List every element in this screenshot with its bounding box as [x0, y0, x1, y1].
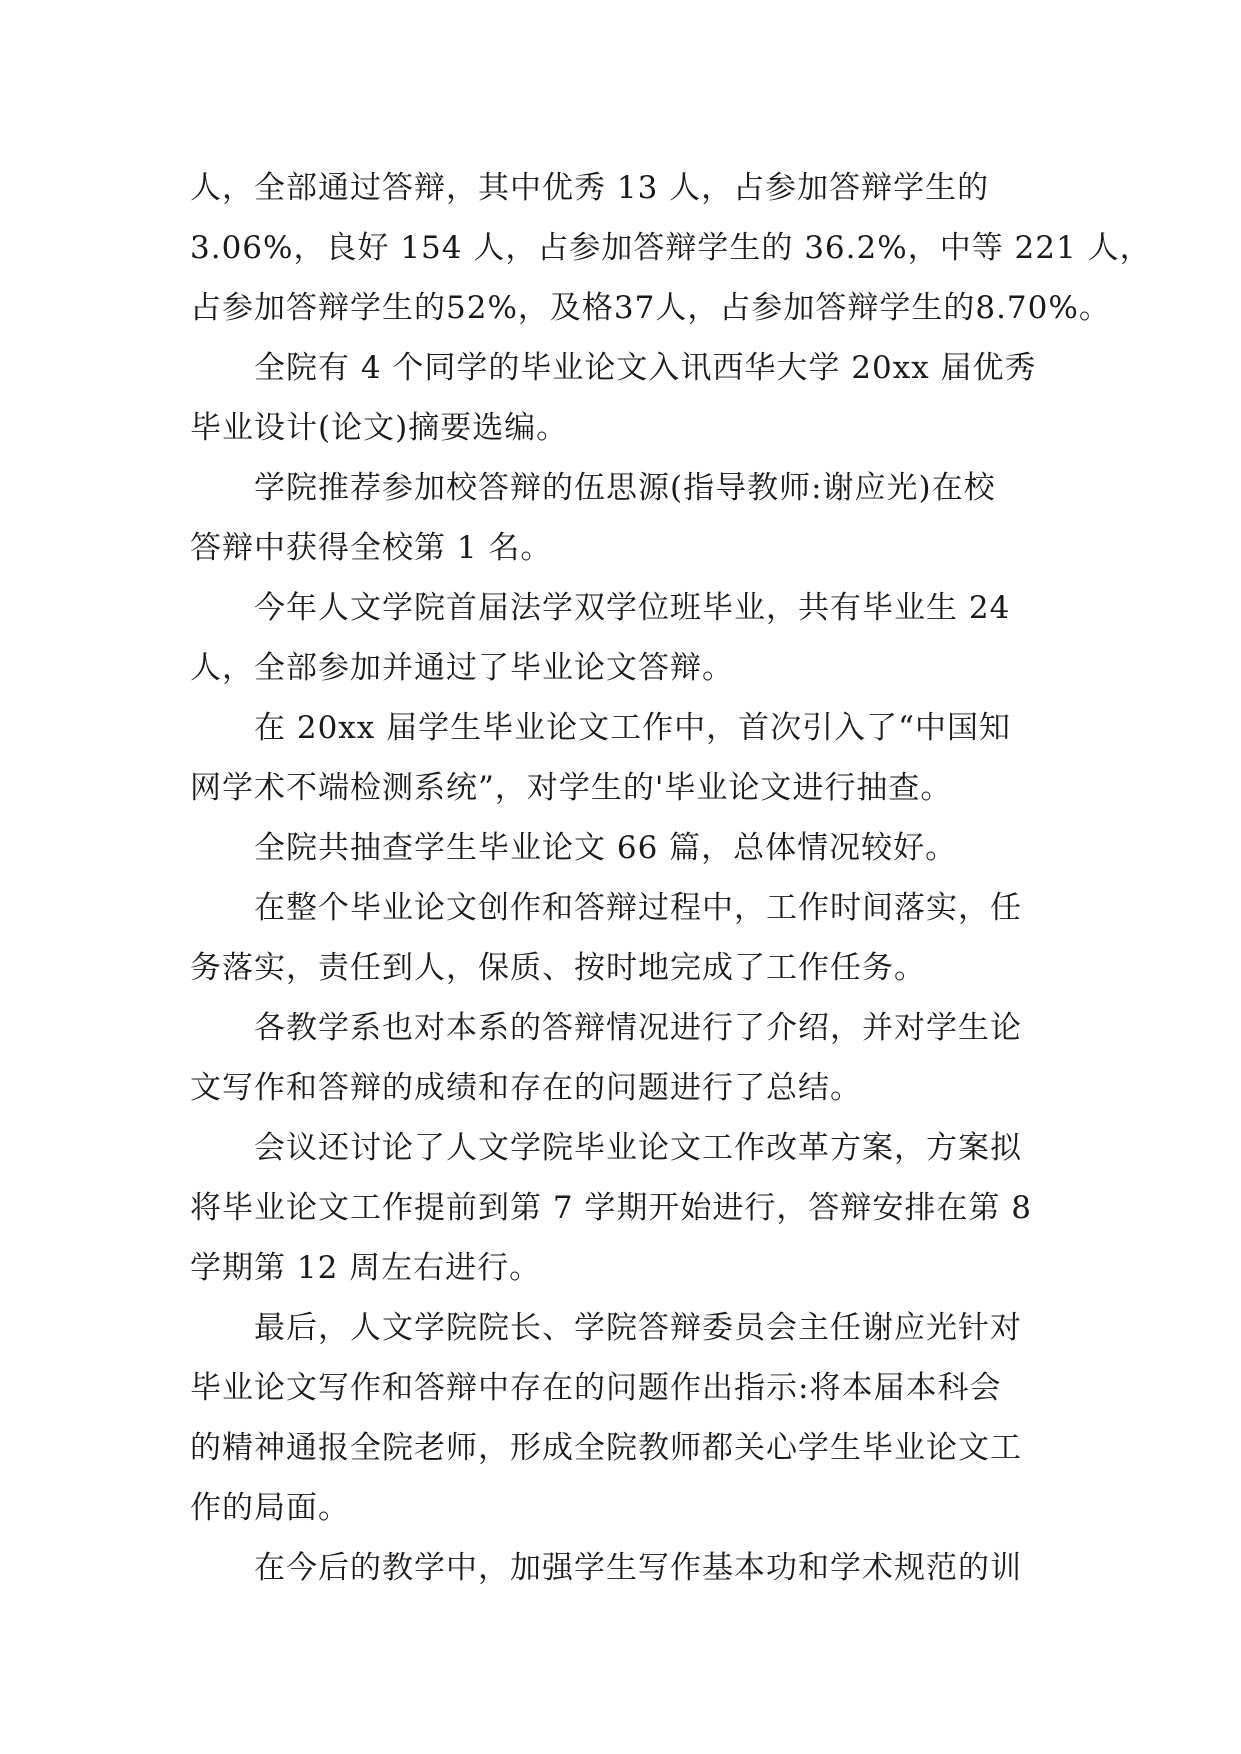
paragraph-9 [190, 1118, 1052, 1298]
text-line: 3.06%，良好 154 人，占参加答辩学生的 36.2%，中等 221 人， [190, 230, 1152, 266]
text-line: 在 20xx 届学生毕业论文工作中，首次引入了“中国知 [254, 710, 1011, 746]
text-line: 将毕业论文工作提前到第 7 学期开始进行，答辩安排在第 8 [190, 1190, 1033, 1226]
paragraph-3 [190, 458, 1052, 578]
text-line: 的精神通报全院老师，形成全院教师都关心学生毕业论文工 [190, 1430, 1022, 1466]
text-line: 各教学系也对本系的答辩情况进行了介绍，并对学生论 [254, 1010, 1022, 1046]
paragraph-5 [190, 698, 1052, 818]
text-line: 占参加答辩学生的52%，及格37人，占参加答辩学生的8.70%。 [190, 290, 1111, 326]
text-line: 会议还讨论了人文学院毕业论文工作改革方案，方案拟 [254, 1130, 1022, 1166]
paragraph-4 [190, 578, 1052, 698]
paragraph-11 [190, 1538, 1052, 1598]
text-line: 务落实，责任到人，保质、按时地完成了工作任务。 [190, 950, 926, 986]
text-line: 学院推荐参加校答辩的伍思源(指导教师:谢应光)在校 [254, 470, 996, 506]
text-line: 学期第 12 周左右进行。 [190, 1250, 542, 1286]
text-line: 答辩中获得全校第 1 名。 [190, 530, 553, 566]
text-line: 人，全部通过答辩，其中优秀 13 人，占参加答辩学生的 [190, 170, 990, 206]
paragraph-7 [190, 878, 1052, 998]
text-line: 全院有 4 个同学的毕业论文入讯西华大学 20xx 届优秀 [254, 350, 1037, 386]
text-line: 人，全部参加并通过了毕业论文答辩。 [190, 650, 734, 686]
document-body [190, 158, 1152, 1598]
paragraph-2 [190, 338, 1052, 458]
text-line: 最后，人文学院院长、学院答辩委员会主任谢应光针对 [254, 1310, 1022, 1346]
text-line: 作的局面。 [190, 1490, 350, 1526]
paragraph-10 [190, 1298, 1052, 1538]
paragraph-1 [190, 158, 1152, 338]
paragraph-8 [190, 998, 1052, 1118]
text-line: 文写作和答辩的成绩和存在的问题进行了总结。 [190, 1070, 862, 1106]
text-line: 全院共抽查学生毕业论文 66 篇，总体情况较好。 [254, 830, 958, 866]
text-line: 毕业设计(论文)摘要选编。 [190, 410, 569, 446]
text-line: 在今后的教学中，加强学生写作基本功和学术规范的训 [254, 1550, 1022, 1586]
text-line: 网学术不端检测系统”，对学生的'毕业论文进行抽查。 [190, 770, 953, 806]
text-line: 毕业论文写作和答辩中存在的问题作出指示:将本届本科会 [190, 1370, 1002, 1406]
text-line: 今年人文学院首届法学双学位班毕业，共有毕业生 24 [254, 590, 1011, 626]
paragraph-6 [190, 818, 1052, 878]
text-line: 在整个毕业论文创作和答辩过程中，工作时间落实，任 [254, 890, 1022, 926]
